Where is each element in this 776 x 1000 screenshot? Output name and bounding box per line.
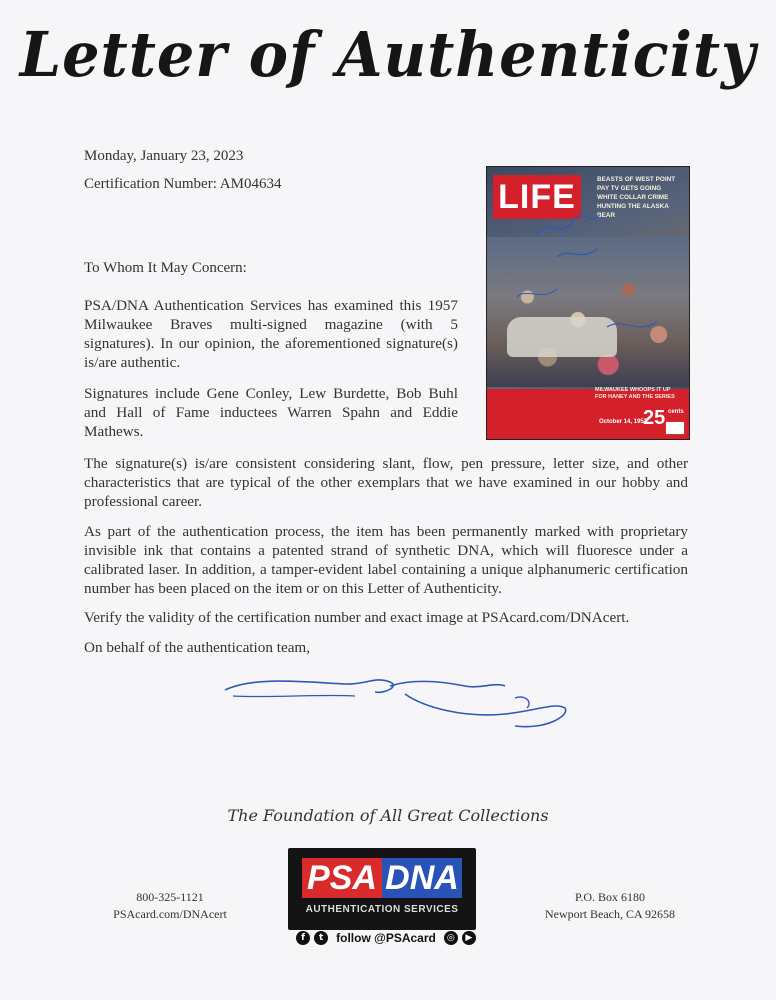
logo-psa: PSA xyxy=(302,858,382,898)
address-line-1: P.O. Box 6180 xyxy=(574,890,645,904)
contact-left xyxy=(90,889,250,923)
paragraph-verify: Verify the validity of the certification number and exact image at PSAcard.com/DNAcert. xyxy=(84,609,630,626)
paragraph-examination: PSA/DNA Authentication Services has examined this 1957 Milwaukee Braves multi-signed magazine (with 5 signatures). In our opinion, the aforementioned signature(s) is/are authentic. xyxy=(84,297,458,371)
contact-right xyxy=(525,889,695,923)
cover-caption: MILWAUKEE WHOOPS IT UP FOR HANEY AND THE SERIES xyxy=(595,387,675,400)
website-link: PSAcard.com/DNAcert xyxy=(113,907,227,921)
paragraph-consistency: The signature(s) is/are consistent considering slant, flow, pen pressure, letter size, and other characteristics that are typical of the other exemplars that we have examined in our hobby and professional career. xyxy=(84,455,688,510)
phone-number: 800-325-1121 xyxy=(136,890,204,904)
twitter-icon: t xyxy=(314,931,328,945)
psa-dna-logo xyxy=(288,848,476,930)
paragraph-closing: On behalf of the authentication team, xyxy=(84,639,311,656)
cover-headline: WHITE COLLAR CRIME xyxy=(597,194,669,201)
autograph-ink xyxy=(487,167,689,439)
cover-headline: BEASTS OF WEST POINT xyxy=(597,176,676,183)
life-logo: LIFE xyxy=(493,175,581,219)
logo-subtitle: AUTHENTICATION SERVICES xyxy=(305,904,459,915)
letter-meta xyxy=(84,142,281,198)
authenticator-signature xyxy=(215,668,575,738)
social-handle: follow @PSAcard xyxy=(336,931,436,945)
magazine-cover-image xyxy=(486,166,690,440)
cover-headline: PAY TV GETS GOING xyxy=(597,185,662,192)
cover-headline: HUNTING THE ALASKA BEAR xyxy=(597,203,669,219)
youtube-icon: ▶ xyxy=(462,931,476,945)
paragraph-process: As part of the authentication process, the item has been permanently marked with proprietary invisible ink that contains a patented strand of synthetic DNA, which will fluoresce under a calibrated laser. In addition, a tamper-evident label containing a unique alphanumeric certification number has been placed on the item or on this Letter of Authenticity. xyxy=(84,523,688,597)
cover-price-unit: cents xyxy=(668,409,684,415)
social-bar xyxy=(286,928,486,948)
salutation: To Whom It May Concern: xyxy=(84,260,247,276)
letter-title: Letter of Authenticity xyxy=(19,18,757,91)
cover-price: 25 xyxy=(643,407,666,429)
letter-date: Monday, January 23, 2023 xyxy=(84,148,244,164)
instagram-icon: ◎ xyxy=(444,931,458,945)
paragraph-signatures: Signatures include Gene Conley, Lew Burdette, Bob Buhl and Hall of Fame inductees Warren Spahn and Eddie Mathews. xyxy=(84,385,458,440)
facebook-icon: f xyxy=(296,931,310,945)
logo-dna: DNA xyxy=(382,858,462,898)
cover-date: October 14, 1957 xyxy=(599,419,648,425)
address-line-2: Newport Beach, CA 92658 xyxy=(545,907,675,921)
certification-number: Certification Number: AM04634 xyxy=(84,176,282,192)
tagline: The Foundation of All Great Collections xyxy=(227,806,549,825)
